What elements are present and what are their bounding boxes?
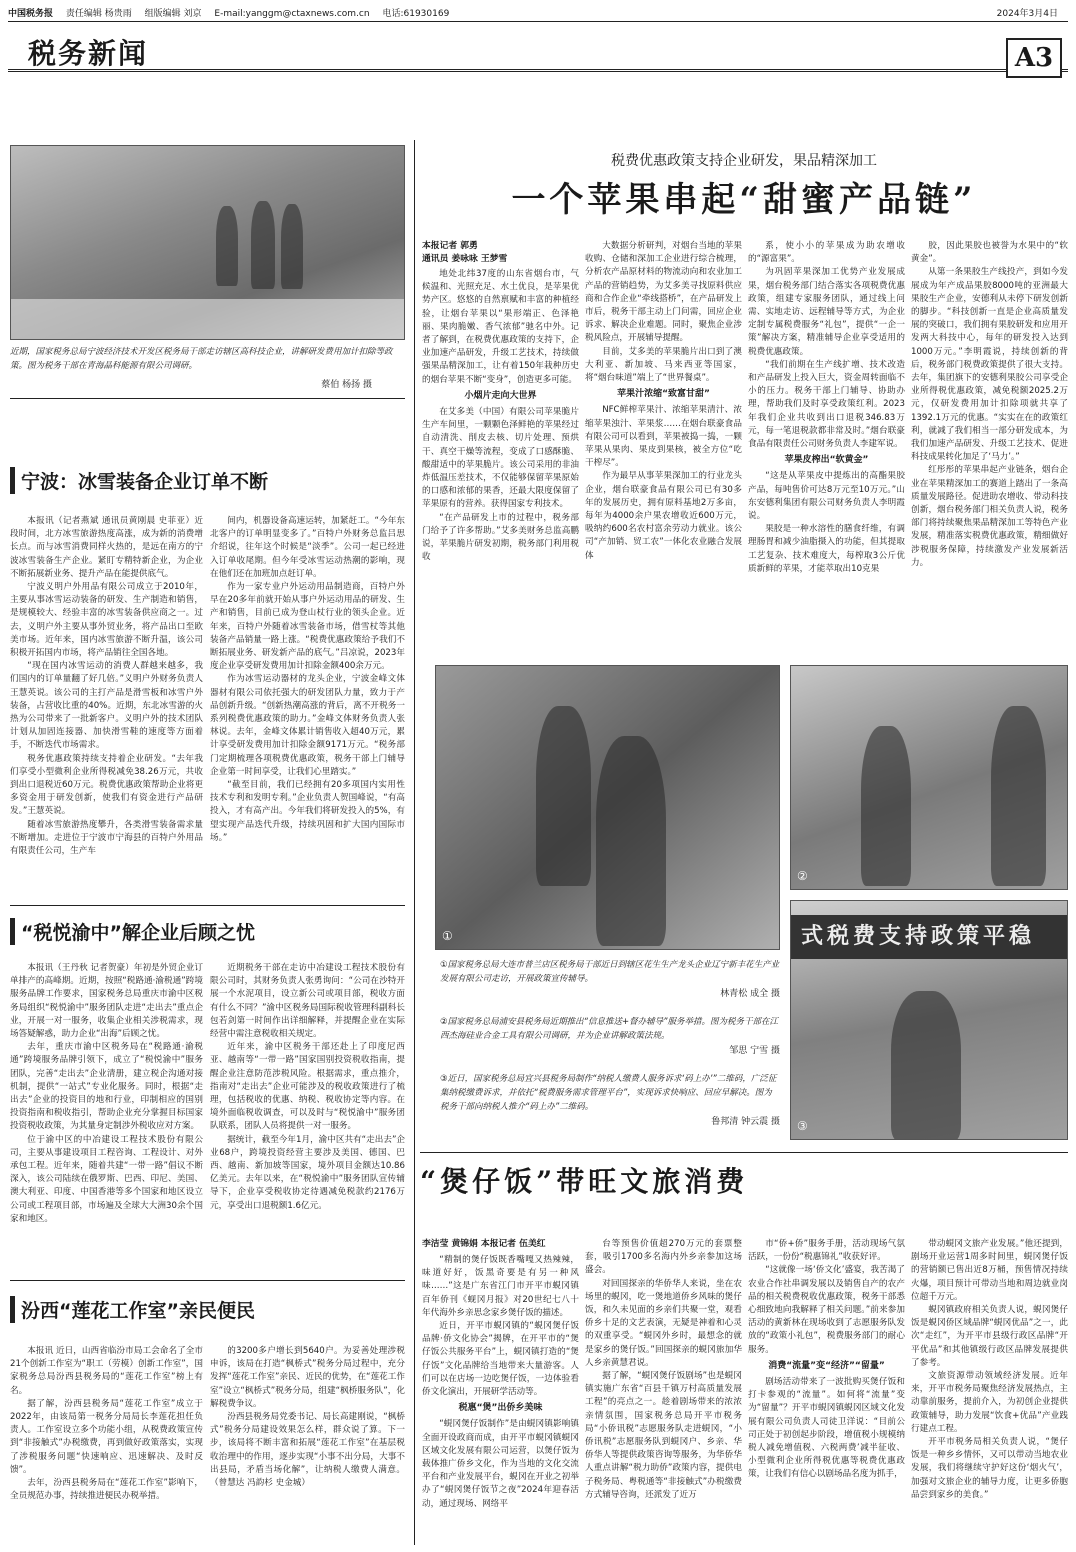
article-ningbo-col2 — [210, 515, 405, 897]
page-number: A3 — [1006, 38, 1062, 78]
photo-showroom — [10, 145, 405, 340]
paragraph: NFC鲜榨苹果汁、浓缩苹果清汁、浓缩苹果浊汁、苹果浆……在烟台联豪食品有限公司可以看到，苹果被捣一捣，一颗苹果从果肉、果皮到果核，被全方位“吃干榨尽”。 — [585, 405, 742, 469]
paragraph: “现在国内冰雪运动的消费人群越来越多，我们国内的订单量翻了好几倍。”义明户外财务负责人王慧英说。该公司的主打产品是滑雪板和冰雪户外装备，占营收比重的40%。近期，东北冰雪游的火热为公司带来了一批新客户。义明户外的技术团队计划从加固连接器、加快滑雪鞋的速度等方面着手，不断迭代市场需求。 — [10, 661, 203, 751]
paragraph: “精制的煲仔饭既香嘴嘎又热辣辣，味道好好，饭黑奇要是有另一种风味……”这是广东省江门市开平市蜆冈镇百年侨刊《蚬冈月报》对20世纪七八十年代海外乡亲思念家乡煲仔饭的描述。 — [422, 1255, 579, 1318]
article-apple-col3 — [748, 240, 905, 590]
paragraph: “在产品研发上市的过程中，税务部门给予了许多帮助。”艾多美财务总监高鹏说，苹果脆片研发初期，税务部门利用税收 — [422, 512, 579, 563]
photo-2-service-hall — [790, 665, 1068, 890]
paragraph: 开平市税务局相关负责人说，“煲仔饭是一种乡乡情怀，又可以带动当地农业发展，我们将继续守护好这份‘烟火气’，加强对文旅企业的辅导力度，让更多侨胞品尝到家乡的美食。” — [911, 1437, 1068, 1500]
email: E-mail:yanggm@ctaxnews.com.cn — [214, 9, 370, 19]
paragraph: “蜆冈煲仔饭制作”是由蜆冈镇影响镇全面开设政商而成，由开平市蜆冈镇蜆冈区域文化发展有限公司运营，以煲仔饭为载体推广侨乡文化，作为当地的文化交流平台和产业发展平台，蜆冈在开业之初举办了“蜆冈煲仔饭节之夜”2024年迎春活动，通过现场、网络平 — [422, 1419, 579, 1509]
paragraph: 目前，艾多美的苹果脆片出口到了澳大利亚、新加坡、马来西亚等国家，将“烟台味道”端上了“世界餐桌”。 — [585, 346, 742, 384]
article-apple-col2 — [585, 240, 742, 590]
paragraph: 据统计，截至今年1月，渝中区共有“走出去”企业68户，跨境投资经营主要涉及美国、德国、巴西、越南、新加坡等国家，境外项目金额达10.86亿美元。去年以来，在“税悦渝中”服务团队宣传辅导下，企业享受税收协定待遇减免税款约2176万元，享受出口退税额1.6亿元。 — [210, 1134, 405, 1211]
article-chongqing-col1 — [10, 962, 203, 1272]
article-title-ningbo: 宁波：冰雪装备企业订单不断 — [10, 467, 405, 494]
paragraph: 位于渝中区的中冶建设工程技术股份有限公司，主要从事建设项目工程咨询、工程设计、对外承包工程。近年来，随着共建“一带一路”倡议不断深入，该公司陆续在俄罗斯、巴西、印尼、美国、澳大利亚、印度、中国香港等多个国家和地区设立公司或工程项目部，市场遍及全球大大洲30余个国家和地区。 — [10, 1134, 203, 1224]
paragraph: 台等预售价值超270万元的套票整套，吸引1700多名海内外乡亲参加这场盛会。 — [585, 1239, 742, 1276]
paragraph: 的3200多户增长到5640户。为妥善处理涉税申诉，该局在打造“枫桥式”税务分局过程中，充分发挥“莲花工作室”亲民、近民的优势，在“莲花工作室”设立“枫桥式”税务分局，组建“枫桥服务队”，化解税费争议。 — [210, 1346, 405, 1409]
article-apple-col1 — [422, 268, 579, 590]
paragraph: 近期税务干部在走访中冶建设工程技术股份有限公司时，其财务负责人张勇询问：“公司在沙特开展一个水泥项目，设立新公司或项目部，税收方面有什么不同？”渝中区税务局国际税收管理科副科长包若剑第一时间作出详细解释，并提醒企业在实际经营中需注意税收相关规定。 — [210, 963, 405, 1040]
photo-marker: ③ — [797, 1119, 808, 1133]
paragraph: 果胶是一种水溶性的膳食纤维，有调理肠胃和减少油脂摄入的功能，但其提取工艺复杂、技术难度大，每榨取3公斤优质新鲜的苹果，才能萃取出10克果 — [748, 524, 905, 574]
issue-date: 2024年3月4日 — [996, 9, 1058, 19]
article-title-claypot: “煲仔饭”带旺文旅消费 — [420, 1165, 749, 1198]
paragraph: 本报讯 近日，山西省临汾市局工会命名了全市21个创新工作室为“职工（劳模）创新工作室”，国家税务总局汾西县税务局的“莲花工作室”榜上有名。 — [10, 1346, 203, 1396]
photo-credit-top: 蔡伯 杨扬 摄 — [321, 380, 372, 390]
paragraph: 为巩固苹果深加工优势产业发展成果，烟台税务部门结合落实各项税费优惠政策，组建专家服务团队，通过线上问需、实地走访、远程辅导等方式，为企业定制专属税费服务“礼包”，提供“一企一策”解决方案，精准辅导企业享受适用的税费优惠政策。 — [748, 267, 905, 357]
editor: 责任编辑 杨贵雨 — [65, 9, 132, 19]
paragraph: 在艾多美（中国）有限公司苹果脆片生产车间里，一颗颗色泽鲜艳的苹果经过自动清洗、削皮去核、切片处理、预烘干、真空干燥等流程，变成了口感酥脆、酸甜适中的苹果脆片。该公司采用的非油炸低温压差技术，不仅能够保留苹果原始的口感和浓郁的果香，还最大限度保留了苹果原有的营养。获得国家专利技术。 — [422, 407, 579, 510]
header-left — [8, 6, 459, 19]
banner-text: 式税费支持政策平稳 — [791, 915, 1067, 959]
article-claypot-col2 — [585, 1238, 742, 1546]
paragraph: 本报讯（记者燕斌 通讯员黄刚晨 史菲亚）近段时间，北方冰雪旅游热度高涨，成为新的消费增长点。而与冰雪消费同样火热的，是远在南方的宁波冰雪装备生产企业。紧盯专精特新企业，为企业不断拓展新业务、提升产品在能提供底气。 — [10, 516, 203, 579]
masthead — [8, 30, 1068, 72]
paragraph: 大数据分析研判，对烟台当地的苹果收购、仓储和深加工企业进行综合梳理，分析农产品原材料的物流动向和农业加工产品的营销趋势，为艾多美寻找原料供应商和合作企业“牵线搭桥”，在产品研发上市后，税务干部主动上门问需，回应企业诉求、解决企业难题。同时，聚焦企业涉税风险点，开展辅导提醒。 — [585, 241, 742, 344]
photo-marker: ① — [442, 929, 453, 943]
column-divider — [414, 140, 415, 1545]
group-editor: 组版编辑 刘京 — [144, 9, 202, 19]
caption: ②国家税务总局浦安县税务局近期推出“信息推送+督办辅导”服务举措。图为税务干部在江西杰海硅业合金工具有限公司调研，并为企业讲解政策法规。 — [440, 1017, 779, 1041]
paragraph: 从第一条果胶生产线投产，到如今发展成为年产成品果胶8000吨的亚洲最大果胶生产企业，安德利从未停下研发创新的脚步。“科技创新一直是企业高质量发展的突破口，我们拥有果胶研发和应用开发两大科技中心，每年的研发投入达到1000万元。”李明霞说，持续创新的背后，税务部门税费政策提供了很大支持。去年，集团旗下的安德利果胶公司享受企业所得税优惠政策，减免税额2025.2万元，仅研发费用加计扣除项就共享了1392.1万元的优惠。“实实在在的政策红利，就减了我们相当一部分研发成本，为我们加速产品研发、升级工艺技术、促进科技成果转化加足了‘马力’。” — [911, 267, 1068, 463]
article-claypot-col3 — [748, 1238, 905, 1546]
paragraph: 红彤彤的苹果串起产业链条，烟台企业在苹果精深加工的赛道上踏出了一条高质量发展路径。促进助农增收、带动科技创新，烟台税务部门相关负责人说，税务部门将持续聚焦果品精深加工等特色产业发展，精准落实税费优惠政策，精细做好涉税服务保障，持续激发产业发展新活力。 — [911, 465, 1068, 568]
subheading: 消费“流量”变“经济”“留量” — [768, 1360, 885, 1371]
paragraph: 系，使小小的苹果成为助农增收的“源富果”。 — [748, 241, 905, 265]
section-title: 税务新闻 — [28, 37, 149, 70]
paragraph: 据了解，“蜆冈煲仔饭剧场”也是蜆冈镇实施广东省“百县千镇万村高质量发展工程”的亮点之一。趁着剧场带来的浓浓亲情氛围，国家税务总局开平市税务局“小侨讯税”志愿服务队走进蜆冈，“小侨讯税”志愿服务队到蜆冈户、乡亲、华侨华人等提供政策咨询等服务，为华侨华人重点讲解“税力助侨”政策内容，提供电子税务局、粤税通等“非接触式”办税缴费方式辅导咨询，还派发了近万 — [585, 1371, 742, 1500]
byline-claypot: 李洁莹 黄锦娟 本报记者 伍美红 — [422, 1239, 546, 1249]
subheading: 苹果汁浓缩“致富甘甜” — [617, 389, 710, 400]
paragraph: “截至目前，我们已经拥有20多项国内实用性技术专利和发明专利。”企业负责人贺国峰说，“有高投入，才有高产出。今年我们将研发投入的5%，有望实现产品迭代升级，持续巩固和扩大国内国际市场。” — [210, 780, 405, 843]
paragraph: 汾西县税务局党委书记、局长高建刚说，“枫桥式”税务分局建设效果怎么样，群众说了算。下一步，该局将不断丰富和拓展“莲花工作室”在基层税收治理中的作用，逐步实现“小事不出分局，大事不出县局，矛盾当场化解”，让纳税人缴费人满意。（曾慧达 冯韵杉 史金城） — [210, 1412, 405, 1489]
paragraph: 市“侨+侨”服务手册，活动现场气氛活跃，一份份“税惠锦礼”收获好评。 — [748, 1239, 905, 1263]
divider — [10, 398, 405, 399]
credit: 鲁邦清 钟云震 摄 — [711, 1117, 780, 1127]
paragraph: 近年来，渝中区税务干部还赴上了印度尼西亚、越南等“一带一路”国家国别投资税收指南，提醒企业注意防范涉税风险。根据需求，重点推介，指南对“走出去”企业可能涉及的税收政策进行了梳理，包括税收的优惠、纳税、税收协定等内容。在境外面临税收调查，可以及时与“税悦渝中”服务团队联系，团队人员将提供一对一服务。 — [210, 1042, 405, 1132]
subheading: 税惠“煲”出侨乡美味 — [458, 1403, 543, 1414]
subheading: 小烟片走向大世界 — [464, 390, 537, 401]
paragraph: 地处北纬37度的山东省烟台市，气候温和、光照充足、水土优良，是苹果优势产区。悠悠的自然禀赋和丰富的种植经验，让烟台苹果以“果形端正、色泽艳丽、果肉脆嫩、香气浓郁”驰名中外。记者了解到，在税费优惠政策的支持下，企业加速产品研发，升级工艺技术，持续做强果品精深加工，让有着150年栽种历史的烟台苹果不断“变身”，创造更多可能。 — [422, 269, 579, 385]
paragraph: 本报讯（王丹秋 记者贺豪）年初是外贸企业订单排产的高峰期。近期，按照“税路通·渝税通”跨境服务品牌工作要求，国家税务总局重庆市渝中区税务局组织“税悦渝中”服务团队走进“走出去”重点企业，开展一对一服务，收集企业相关涉税需求，现场答疑解惑，助力企业“出海”后顾之忧。 — [10, 963, 203, 1040]
paragraph: 对回国探亲的华侨华人来说，坐在农场里的蜆冈，吃一煲地道侨乡风味的煲仔饭，和久未见面的乡亲们共聚一堂，观看侨乡十足的文艺表演，无疑是神着和心灵的双重享受。“蜆冈外乡时，最想念的就是家乡的煲仔饭。”回国探亲的蜆冈旅加华人乡亲黄慧君说。 — [585, 1278, 742, 1368]
paragraph: 蜆冈镇政府相关负责人说，蜆冈煲仔饭是蜆冈侨区域品牌“蜆冈优品”之一，此次“走红”，为开平市县级行政区品牌“开平优品”和其他镇级行政区品牌发展提供了参考。 — [911, 1305, 1068, 1368]
caption: ③近日，国家税务总局宜兴县税务局制作“纳税人缴费人服务诉求‘码上办’”二维码，广泛征集纳税缴费诉求，并依托“税费服务需求管理平台”，实现诉求快响应、回应早解决。图为税务干部向纳税人推介“码上办”二维码。 — [440, 1074, 777, 1112]
paragraph: 带动蜆冈文旅产业发展。”他还提到，剧场开业运营1周多时间里，蜆冈煲仔饭的营销额已售出近8万桶，预售情况持续火爆，项目预计可带动当地和周边就业岗位超千万元。 — [911, 1239, 1068, 1302]
credit: 邹思 宁雪 摄 — [729, 1046, 780, 1056]
phone: 电话:61930169 — [382, 9, 450, 19]
article-claypot-col1 — [422, 1254, 579, 1546]
subheading: 苹果皮榨出“软黄金” — [784, 455, 869, 466]
article-chongqing-col2 — [210, 962, 405, 1272]
paper-name: 中国税务报 — [8, 9, 54, 19]
photo-marker: ② — [797, 869, 808, 883]
paragraph: 文旅资源带动领域经济发展。近年来，开平市税务局聚焦经济发展热点，主动靠前服务，提前介入，为初创企业提供政策辅导，助力发展“饮食+优品”产业践行建点工程。 — [911, 1371, 1068, 1434]
photo-caption-top: 近期，国家税务总局宁波经济技术开发区税务局干部走访辖区高科技企业，讲解研发费用加计扣除等政策。图为税务干部在青海晶科能源有限公司调研。 — [10, 347, 393, 371]
divider — [10, 905, 405, 906]
article-title-chongqing: “税悦渝中”解企业后顾之忧 — [10, 918, 405, 945]
article-apple-col4 — [911, 240, 1068, 652]
divider — [10, 1280, 405, 1281]
byline-line: 本报记者 郭勇 — [422, 241, 478, 251]
article-claypot-col4 — [911, 1238, 1068, 1546]
paragraph: 作为最早从事苹果深加工的行业龙头企业，烟台联豪食品有限公司已有30多年的发展历史，拥有原料基地2万多亩，每年为4000余户果农增收近600万元，吸纳约600名农村富余劳动力就业。该公司“产加销、贸工农”一体化农业融合发展体 — [585, 471, 742, 561]
paragraph: 间内，机器设备高速运转，加紧赶工。“今年东北客户的订单明显变多了。”百特户外财务总监吕思介绍说，往年这个时候是“淡季”。公司一起已经进入订单收尾期。但今年受冰雪运动热潮的影响，现在他们还在加班加点赶订单。 — [210, 516, 405, 579]
paragraph: 税务优惠政策持续支持着企业研发。“去年我们享受小型微利企业所得税减免38.26万元，共收到出口退税近60万元。税费优惠政策帮助企业将更多资金用于研发创新，使我们有资金进行产品研发。”王慧英说。 — [10, 753, 203, 817]
article-title-fenxi: 汾西“莲花工作室”亲民便民 — [10, 1296, 405, 1323]
photo-3-qr-code — [790, 900, 1068, 1140]
credit: 林青松 成全 摄 — [720, 989, 780, 999]
byline-line: 通讯员 姜咏咏 王梦雪 — [422, 254, 508, 264]
caption: ①国家税务总局大连市普兰店区税务局干部近日到辖区花生生产龙头企业辽宁新丰花生产业发展有限公司走访，开展政策宣传辅导。 — [440, 960, 780, 984]
article-ningbo-col1 — [10, 515, 203, 897]
photo-captions — [440, 958, 780, 1127]
paragraph: 去年，汾西县税务局在“莲花工作室”影响下，全员规范办事，持续推进便民办税举措。 — [10, 1478, 203, 1502]
page-header — [8, 4, 1068, 22]
paragraph: “我们前期在生产线扩增、技术改造和产品研发上投入巨大，资金周转面临不小的压力。税务干部上门辅导、协助办理，帮助我们及时享受政策红利。2023年我们企业共收到出口退税346.83万元，每一笔退税款都非常及时。”烟台联豪食品有限责任公司财务负责人李建军说。 — [748, 359, 905, 450]
byline-apple — [422, 240, 572, 266]
article-title-apple: 一个苹果串起“甜蜜产品链” — [511, 180, 977, 220]
paragraph: 去年，重庆市渝中区税务局在“税路通·渝税通”跨境服务品牌引领下，成立了“税悦渝中”服务团队，完善“走出去”企业清册，建立税企沟通对接机制，提供“一站式”专业化服务。同时，根据“走出去”企业的投资目的地和行业，印制相应的国别投资指南和税收指引，帮助企业充分掌握目标国家投资税收政策，为其量身定制涉外税收应对方案。 — [10, 1042, 203, 1132]
divider — [420, 1152, 1068, 1153]
paragraph: 据了解，汾西县税务局“莲花工作室”成立于2022年，由该局第一税务分局局长李莲花担任负责人。工作室设立多个功能小组，从税费政策宣传到“非接触式”办税缴费，再到做好政策落实，实现了涉税服务问题“快速响应、迅速解决、及时反馈”。 — [10, 1398, 203, 1475]
paragraph: 宁波义明户外用品有限公司成立于2010年，主要从事冰雪运动装备的研发、生产制造和销售，是规模较大、经验丰富的冰雪装备供应商之一。过去，义明户外主要从事外贸业务，将产品出口至欧美市场。近年来，国内冰雪旅游不断升温，该公司积极开拓国内市场，将产品销往全国各地。 — [10, 582, 203, 659]
paragraph: 作为冰雪运动器材的龙头企业，宁波金峰文体器材有限公司依托强大的研发团队力量，致力于产品创新升级。“创新热潮高涨的背后，离不开税务一系列税费优惠政策的助力。”金峰文体财务负责人张林说。去年，金峰文体累计销售收入超40万元，累计享受研发费用加计扣除金额9171万元。“税务部门定期梳理各项税费优惠政策，税务干部上门辅导企业第一时间享受，让我们心里踏实。” — [210, 674, 405, 777]
photo-1-workshop — [435, 665, 780, 950]
paragraph: 近日，开平市蜆冈镇的“蜆冈煲仔饭品牌·侨文化协会”揭牌，在开平市的“煲仔饭公共服务平台”上，蜆冈镇打造的“煲仔饭”文化品牌给当地带来大量游客。人们可以在店场一边吃煲仔饭，一边体验看侨文化演出，开展研学活动等。 — [422, 1321, 579, 1398]
article-fenxi-col1 — [10, 1345, 203, 1545]
paragraph: “这就像一场‘侨文化’盛宴，我苦渴了农业合作社串调发展以及销售自产的农产品的相关税费税收优惠政策，税务干部悉心细致地向我解释了相关问题。”前来参加活动的黄新林在现场收到了志愿服务队发放的“政策小礼包”，税费服务部门的耐心服务。 — [748, 1265, 905, 1355]
paragraph: 剧场活动带来了一波批购买煲仔饭和打卡参观的“流量”。如何将“流量”变为“留量”？开平市蜆冈镇蜆冈区域文化发展有限公司负责人司徒卫洋说：“目前公司正处于初创起步阶段，增值税小规模纳税人减免增值税、六税两费’减半征收、小型微利企业所得税优惠等税费优惠政策，让我们有信心以剧场品名度为抓手， — [748, 1377, 905, 1480]
paragraph: 作为一家专业户外运动用品制造商，百特户外早在20多年前就开始从事户外运动用品的研发、生产和销售，目前已成为登山杖行业的领头企业。近年来，百特户外随着冰雪装备市场，借雪杖等其他装备产品销量一路上涨。“税费优惠政策给予我们不断拓展业务、研发新产品的底气。”吕凉说，2023年度企业享受研发费用加计扣除金额400余万元。 — [210, 582, 405, 672]
paragraph: 胶，因此果胶也被誉为水果中的“软黄金”。 — [911, 241, 1068, 265]
paragraph: 随着冰雪旅游热度攀升，各类滑雪装备需求量不断增加。走进位于宁波市宁海县的百特户外用品有限责任公司，生产车 — [10, 819, 203, 857]
article-kicker-apple: 税费优惠政策支持企业研发，果品精深加工 — [611, 153, 877, 169]
article-fenxi-col2 — [210, 1345, 405, 1545]
paragraph: “这是从苹果皮中提炼出的高酯果胶产品，每吨售价可达8万元至10万元。”山东安德利集团有限公司财务负责人李明霞说。 — [748, 471, 905, 522]
